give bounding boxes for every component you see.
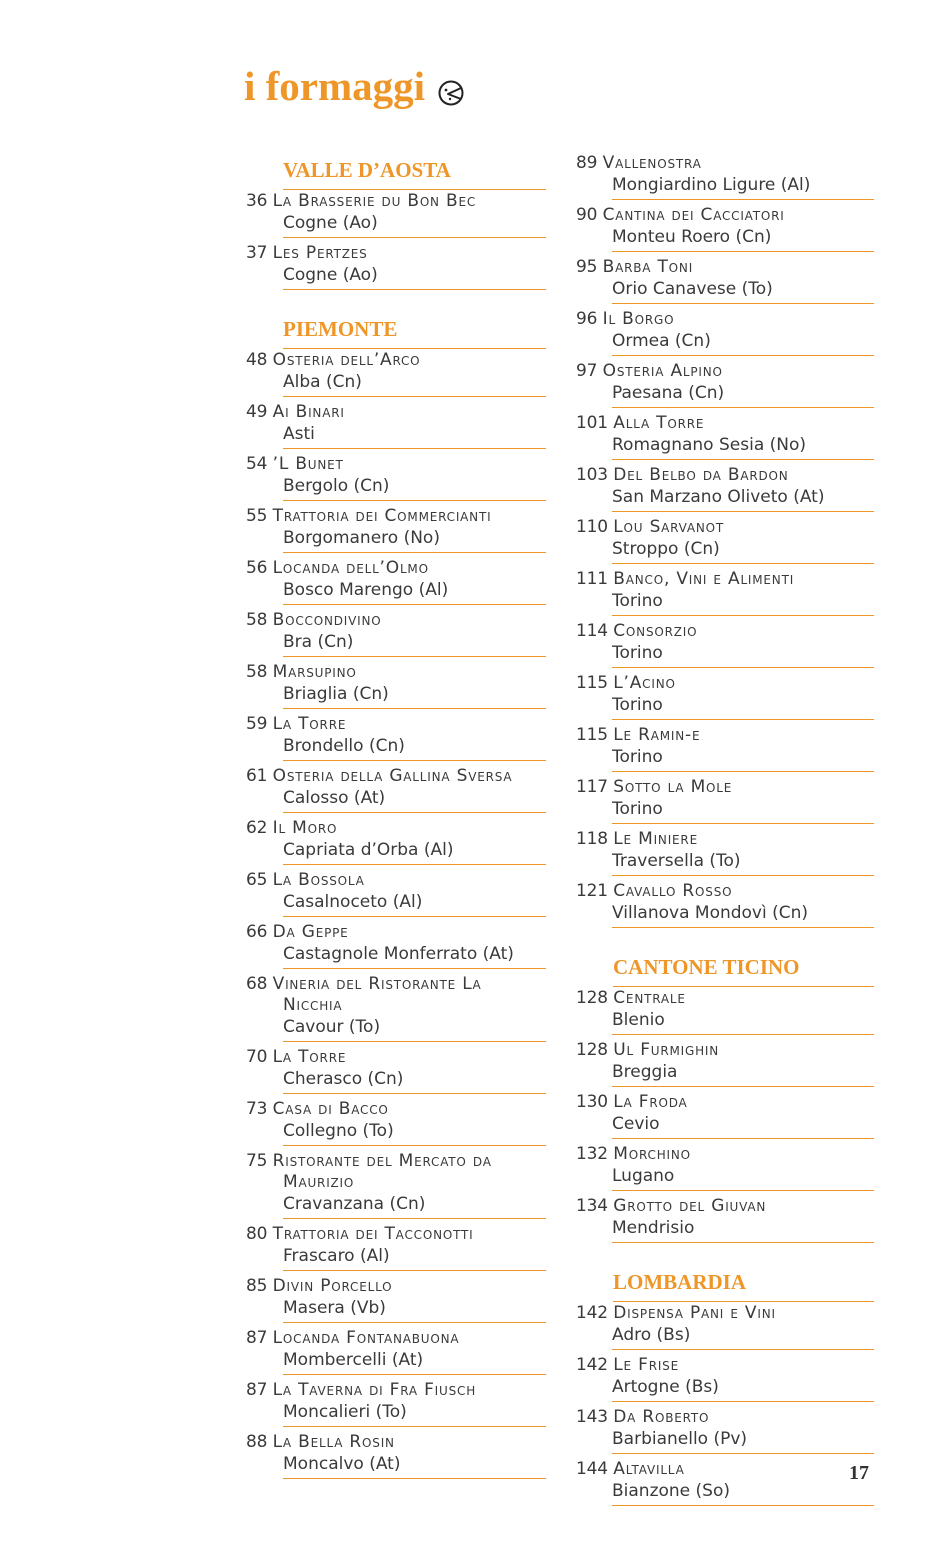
entry-details xyxy=(612,746,874,772)
page-ref: 90 xyxy=(576,205,598,225)
restaurant-entry xyxy=(246,817,546,865)
restaurant-name: La Bella Rosin xyxy=(272,1432,395,1452)
restaurant-location: Mombercelli (At) xyxy=(283,1350,424,1370)
restaurant-entry xyxy=(576,152,874,200)
restaurant-location: Torino xyxy=(612,747,663,767)
entry-heading xyxy=(576,1406,874,1428)
entry-heading xyxy=(246,1098,546,1120)
restaurant-name: Ul Furmighin xyxy=(613,1040,720,1060)
entry-details xyxy=(283,943,546,969)
page-ref: 128 xyxy=(576,1040,608,1060)
page-ref: 103 xyxy=(576,465,608,485)
entry-heading xyxy=(576,1195,874,1217)
restaurant-name: Cavallo Rosso xyxy=(613,881,733,901)
entry-details xyxy=(612,1061,874,1087)
entry-details xyxy=(612,1428,874,1454)
entry-details xyxy=(283,1245,546,1271)
entry-heading xyxy=(576,412,874,434)
restaurant-entry xyxy=(576,1302,874,1350)
page-ref: 62 xyxy=(246,818,268,838)
entry-details xyxy=(612,1480,874,1506)
page-ref: 58 xyxy=(246,610,268,630)
restaurant-location: Mendrisio xyxy=(612,1218,695,1238)
restaurant-name: Ristorante del Mercato da xyxy=(272,1151,492,1171)
restaurant-entry xyxy=(246,765,546,813)
section-gap xyxy=(246,294,546,311)
restaurant-entry xyxy=(576,987,874,1035)
restaurant-name: La Brasserie du Bon Bec xyxy=(272,191,477,211)
entry-details xyxy=(612,486,874,512)
restaurant-entry xyxy=(576,412,874,460)
restaurant-entry xyxy=(576,204,874,252)
entry-heading xyxy=(246,1327,546,1349)
page-ref: 89 xyxy=(576,153,598,173)
region-heading: VALLE D’AOSTA xyxy=(283,152,546,190)
restaurant-entry xyxy=(576,1458,874,1506)
entry-details xyxy=(612,1113,874,1139)
page-ref: 58 xyxy=(246,662,268,682)
entry-heading xyxy=(246,453,546,475)
page-ref: 68 xyxy=(246,974,268,994)
restaurant-entry xyxy=(576,880,874,928)
restaurant-location: Bosco Marengo (Al) xyxy=(283,580,449,600)
restaurant-location: Asti xyxy=(283,424,315,444)
restaurant-name: ’L Bunet xyxy=(272,454,344,474)
restaurant-name: Locanda Fontanabuona xyxy=(272,1328,460,1348)
entry-details xyxy=(283,1120,546,1146)
entry-details xyxy=(283,891,546,917)
entry-details xyxy=(283,1172,546,1219)
restaurant-name: Consorzio xyxy=(613,621,698,641)
entry-heading xyxy=(576,360,874,382)
entry-heading xyxy=(576,828,874,850)
restaurant-location: Casalnoceto (Al) xyxy=(283,892,423,912)
entry-heading xyxy=(576,1302,874,1324)
restaurant-location: Cravanzana (Cn) xyxy=(283,1194,426,1214)
restaurant-entry xyxy=(246,1098,546,1146)
restaurant-name: Trattoria dei Tacconotti xyxy=(272,1224,474,1244)
page-ref: 115 xyxy=(576,673,608,693)
region-heading: CANTONE TICINO xyxy=(613,949,874,987)
restaurant-location: Adro (Bs) xyxy=(612,1325,691,1345)
page-ref: 118 xyxy=(576,829,608,849)
page-ref: 48 xyxy=(246,350,268,370)
entry-details xyxy=(612,174,874,200)
entry-heading xyxy=(576,987,874,1009)
page-ref: 142 xyxy=(576,1355,608,1375)
restaurant-name: Le Ramin-e xyxy=(613,725,701,745)
entry-heading xyxy=(576,1143,874,1165)
region-heading: PIEMONTE xyxy=(283,311,546,349)
page-ref: 130 xyxy=(576,1092,608,1112)
restaurant-entry xyxy=(246,869,546,917)
restaurant-location: Borgomanero (No) xyxy=(283,528,440,548)
restaurant-location: Traversella (To) xyxy=(612,851,741,871)
page-title xyxy=(244,63,465,109)
page-ref: 66 xyxy=(246,922,268,942)
restaurant-location: Romagnano Sesia (No) xyxy=(612,435,807,455)
restaurant-location: Breggia xyxy=(612,1062,678,1082)
restaurant-name: La Bossola xyxy=(272,870,365,890)
entry-heading xyxy=(246,349,546,371)
page-ref: 36 xyxy=(246,191,268,211)
entry-heading xyxy=(246,1150,546,1172)
restaurant-entry xyxy=(576,516,874,564)
restaurant-entry xyxy=(246,557,546,605)
entry-heading xyxy=(246,557,546,579)
entry-heading xyxy=(246,190,546,212)
left-column xyxy=(246,152,546,1483)
page-ref: 128 xyxy=(576,988,608,1008)
restaurant-entry xyxy=(576,256,874,304)
entry-heading xyxy=(576,464,874,486)
entry-heading xyxy=(246,661,546,683)
entry-heading xyxy=(246,505,546,527)
restaurant-name: Da Geppe xyxy=(272,922,349,942)
entry-heading xyxy=(246,921,546,943)
restaurant-name: La Froda xyxy=(613,1092,688,1112)
restaurant-name: Osteria Alpino xyxy=(602,361,723,381)
page-ref: 96 xyxy=(576,309,598,329)
restaurant-location: Paesana (Cn) xyxy=(612,383,725,403)
restaurant-location: Cogne (Ao) xyxy=(283,265,378,285)
restaurant-name: Del Belbo da Bardon xyxy=(613,465,789,485)
page-ref: 87 xyxy=(246,1380,268,1400)
entry-heading xyxy=(576,1039,874,1061)
page-ref: 49 xyxy=(246,402,268,422)
restaurant-name: Morchino xyxy=(613,1144,691,1164)
restaurant-name: Vineria del Ristorante La xyxy=(272,974,482,994)
restaurant-location: Lugano xyxy=(612,1166,675,1186)
page-ref: 55 xyxy=(246,506,268,526)
page-number: 17 xyxy=(849,1462,869,1484)
page-ref: 132 xyxy=(576,1144,608,1164)
entry-details xyxy=(283,1349,546,1375)
page-ref: 117 xyxy=(576,777,608,797)
entry-heading xyxy=(246,713,546,735)
entry-heading xyxy=(576,672,874,694)
restaurant-entry xyxy=(576,1143,874,1191)
restaurant-name: Altavilla xyxy=(613,1459,685,1479)
page-ref: 75 xyxy=(246,1151,268,1171)
entry-details xyxy=(612,226,874,252)
restaurant-location: San Marzano Oliveto (At) xyxy=(612,487,825,507)
page-ref: 114 xyxy=(576,621,608,641)
restaurant-location: Mongiardino Ligure (Al) xyxy=(612,175,811,195)
entry-details xyxy=(283,683,546,709)
restaurant-name: La Taverna di Fra Fiusch xyxy=(272,1380,477,1400)
restaurant-entry xyxy=(576,308,874,356)
entry-details xyxy=(283,371,546,397)
page-ref: 101 xyxy=(576,413,608,433)
restaurant-location: Stroppo (Cn) xyxy=(612,539,720,559)
entry-heading xyxy=(576,1354,874,1376)
entry-details xyxy=(612,590,874,616)
restaurant-name: La Torre xyxy=(272,714,347,734)
page-ref: 97 xyxy=(576,361,598,381)
restaurant-entry xyxy=(576,1195,874,1243)
entry-heading xyxy=(576,204,874,226)
page-ref: 88 xyxy=(246,1432,268,1452)
entry-heading xyxy=(576,880,874,902)
entry-heading xyxy=(576,568,874,590)
restaurant-entry xyxy=(246,1275,546,1323)
page-ref: 144 xyxy=(576,1459,608,1479)
restaurant-entry xyxy=(246,713,546,761)
restaurant-name: Boccondivino xyxy=(272,610,382,630)
entry-details xyxy=(612,1324,874,1350)
restaurant-name: L’Acino xyxy=(613,673,676,693)
restaurant-location: Monteu Roero (Cn) xyxy=(612,227,772,247)
page-ref: 54 xyxy=(246,454,268,474)
entry-details xyxy=(612,538,874,564)
restaurant-location: Bra (Cn) xyxy=(283,632,354,652)
restaurant-location: Artogne (Bs) xyxy=(612,1377,719,1397)
restaurant-name: Ai Binari xyxy=(272,402,345,422)
entry-heading xyxy=(246,1431,546,1453)
entry-details xyxy=(283,631,546,657)
page-ref: 121 xyxy=(576,881,608,901)
entry-details xyxy=(283,475,546,501)
restaurant-name: Dispensa Pani e Vini xyxy=(613,1303,776,1323)
entry-heading xyxy=(576,724,874,746)
restaurant-location: Barbianello (Pv) xyxy=(612,1429,748,1449)
restaurant-entry xyxy=(246,453,546,501)
entry-details xyxy=(283,1068,546,1094)
restaurant-entry xyxy=(576,620,874,668)
page-ref: 80 xyxy=(246,1224,268,1244)
page-ref: 61 xyxy=(246,766,268,786)
page-ref: 115 xyxy=(576,725,608,745)
entry-heading xyxy=(246,401,546,423)
entry-heading xyxy=(246,1379,546,1401)
restaurant-location: Moncalvo (At) xyxy=(283,1454,401,1474)
restaurant-name: La Torre xyxy=(272,1047,347,1067)
restaurant-name: Cantina dei Cacciatori xyxy=(602,205,785,225)
restaurant-entry xyxy=(246,505,546,553)
cheese-wedge-icon xyxy=(437,73,465,101)
page-ref: 95 xyxy=(576,257,598,277)
entry-details xyxy=(612,694,874,720)
restaurant-name: Locanda dell’Olmo xyxy=(272,558,429,578)
restaurant-name: Barba Toni xyxy=(602,257,694,277)
entry-heading xyxy=(246,1275,546,1297)
restaurant-name: Vallenostra xyxy=(602,153,702,173)
restaurant-name-continued: Nicchia xyxy=(283,995,343,1015)
restaurant-entry xyxy=(246,661,546,709)
restaurant-location: Cavour (To) xyxy=(283,1017,381,1037)
restaurant-entry xyxy=(246,1327,546,1375)
restaurant-location: Cevio xyxy=(612,1114,660,1134)
restaurant-entry xyxy=(576,724,874,772)
page-ref: 70 xyxy=(246,1047,268,1067)
restaurant-location: Castagnole Monferrato (At) xyxy=(283,944,514,964)
restaurant-name: Osteria dell’Arco xyxy=(272,350,421,370)
restaurant-location: Brondello (Cn) xyxy=(283,736,405,756)
restaurant-location: Blenio xyxy=(612,1010,665,1030)
restaurant-name: Trattoria dei Commercianti xyxy=(272,506,492,526)
entry-details xyxy=(283,1401,546,1427)
entry-details xyxy=(283,787,546,813)
restaurant-entry xyxy=(246,1150,546,1219)
restaurant-name: Les Pertzes xyxy=(272,243,368,263)
restaurant-entry xyxy=(246,1223,546,1271)
entry-details xyxy=(283,264,546,290)
entry-details xyxy=(283,995,546,1042)
entry-details xyxy=(612,902,874,928)
restaurant-location: Moncalieri (To) xyxy=(283,1402,407,1422)
page-ref: 134 xyxy=(576,1196,608,1216)
section-gap xyxy=(576,932,874,949)
restaurant-location: Bianzone (So) xyxy=(612,1481,730,1501)
restaurant-name: Grotto del Giuvan xyxy=(613,1196,767,1216)
entry-heading xyxy=(246,973,546,995)
restaurant-entry xyxy=(246,349,546,397)
entry-details xyxy=(283,839,546,865)
restaurant-name: Le Frise xyxy=(613,1355,679,1375)
restaurant-name: Lou Sarvanot xyxy=(613,517,725,537)
entry-heading xyxy=(246,1223,546,1245)
entry-details xyxy=(283,423,546,449)
restaurant-location: Ormea (Cn) xyxy=(612,331,711,351)
entry-details xyxy=(612,1376,874,1402)
restaurant-location: Calosso (At) xyxy=(283,788,386,808)
restaurant-name: Le Miniere xyxy=(613,829,698,849)
entry-details xyxy=(612,1009,874,1035)
section-gap xyxy=(576,1247,874,1264)
restaurant-location: Torino xyxy=(612,695,663,715)
restaurant-name: Banco, Vini e Alimenti xyxy=(613,569,795,589)
entry-heading xyxy=(246,869,546,891)
entry-details xyxy=(612,1165,874,1191)
restaurant-location: Villanova Mondovì (Cn) xyxy=(612,903,809,923)
restaurant-location: Cogne (Ao) xyxy=(283,213,378,233)
entry-details xyxy=(283,735,546,761)
entry-heading xyxy=(576,776,874,798)
page-ref: 59 xyxy=(246,714,268,734)
right-column xyxy=(576,152,874,1510)
restaurant-entry xyxy=(576,1354,874,1402)
restaurant-location: Bergolo (Cn) xyxy=(283,476,390,496)
restaurant-entry xyxy=(576,776,874,824)
restaurant-name: Sotto la Mole xyxy=(613,777,733,797)
restaurant-name: Marsupino xyxy=(272,662,357,682)
page-ref: 73 xyxy=(246,1099,268,1119)
page-ref: 65 xyxy=(246,870,268,890)
restaurant-name: Il Borgo xyxy=(602,309,675,329)
restaurant-location: Alba (Cn) xyxy=(283,372,362,392)
entry-details xyxy=(283,527,546,553)
entry-details xyxy=(283,1453,546,1479)
restaurant-entry xyxy=(576,568,874,616)
restaurant-entry xyxy=(246,973,546,1042)
page-ref: 56 xyxy=(246,558,268,578)
entry-heading xyxy=(576,256,874,278)
entry-heading xyxy=(576,152,874,174)
entry-details xyxy=(612,382,874,408)
restaurant-location: Masera (Vb) xyxy=(283,1298,386,1318)
restaurant-entry xyxy=(246,1431,546,1479)
page-ref: 37 xyxy=(246,243,268,263)
entry-details xyxy=(612,330,874,356)
restaurant-location: Orio Canavese (To) xyxy=(612,279,773,299)
restaurant-entry xyxy=(576,1039,874,1087)
entry-heading xyxy=(576,1091,874,1113)
restaurant-entry xyxy=(576,828,874,876)
restaurant-entry xyxy=(246,921,546,969)
restaurant-entry xyxy=(576,1091,874,1139)
restaurant-name: Centrale xyxy=(613,988,686,1008)
restaurant-entry xyxy=(246,609,546,657)
restaurant-name: Alla Torre xyxy=(613,413,705,433)
restaurant-name-continued: Maurizio xyxy=(283,1172,355,1192)
entry-details xyxy=(612,434,874,460)
restaurant-location: Frascaro (Al) xyxy=(283,1246,390,1266)
restaurant-name: Osteria della Gallina Sversa xyxy=(272,766,513,786)
page-ref: 111 xyxy=(576,569,608,589)
restaurant-entry xyxy=(576,464,874,512)
restaurant-entry xyxy=(246,190,546,238)
entry-details xyxy=(612,850,874,876)
restaurant-entry xyxy=(246,1379,546,1427)
entry-details xyxy=(612,798,874,824)
entry-details xyxy=(612,278,874,304)
restaurant-entry xyxy=(576,1406,874,1454)
entry-details xyxy=(283,1297,546,1323)
entry-heading xyxy=(576,308,874,330)
restaurant-name: Il Moro xyxy=(272,818,338,838)
restaurant-name: Casa di Bacco xyxy=(272,1099,389,1119)
restaurant-location: Cherasco (Cn) xyxy=(283,1069,404,1089)
restaurant-entry xyxy=(576,360,874,408)
page-ref: 85 xyxy=(246,1276,268,1296)
entry-heading xyxy=(246,609,546,631)
restaurant-name: Da Roberto xyxy=(613,1407,710,1427)
entry-details xyxy=(283,212,546,238)
page-ref: 87 xyxy=(246,1328,268,1348)
entry-heading xyxy=(246,817,546,839)
entry-heading xyxy=(576,516,874,538)
page-ref: 110 xyxy=(576,517,608,537)
restaurant-entry xyxy=(246,242,546,290)
restaurant-location: Torino xyxy=(612,799,663,819)
restaurant-entry xyxy=(246,401,546,449)
entry-heading xyxy=(246,242,546,264)
restaurant-entry xyxy=(576,672,874,720)
restaurant-name: Divin Porcello xyxy=(272,1276,393,1296)
restaurant-location: Torino xyxy=(612,643,663,663)
entry-heading xyxy=(246,1046,546,1068)
restaurant-location: Briaglia (Cn) xyxy=(283,684,389,704)
entry-heading xyxy=(576,620,874,642)
entry-heading xyxy=(246,765,546,787)
restaurant-location: Capriata d’Orba (Al) xyxy=(283,840,454,860)
page-title-text: i formaggi xyxy=(244,63,426,109)
restaurant-location: Torino xyxy=(612,591,663,611)
entry-heading xyxy=(576,1458,874,1480)
restaurant-location: Collegno (To) xyxy=(283,1121,394,1141)
entry-details xyxy=(612,642,874,668)
restaurant-entry xyxy=(246,1046,546,1094)
page-ref: 142 xyxy=(576,1303,608,1323)
entry-details xyxy=(283,579,546,605)
region-heading: LOMBARDIA xyxy=(613,1264,874,1302)
page-ref: 143 xyxy=(576,1407,608,1427)
entry-details xyxy=(612,1217,874,1243)
